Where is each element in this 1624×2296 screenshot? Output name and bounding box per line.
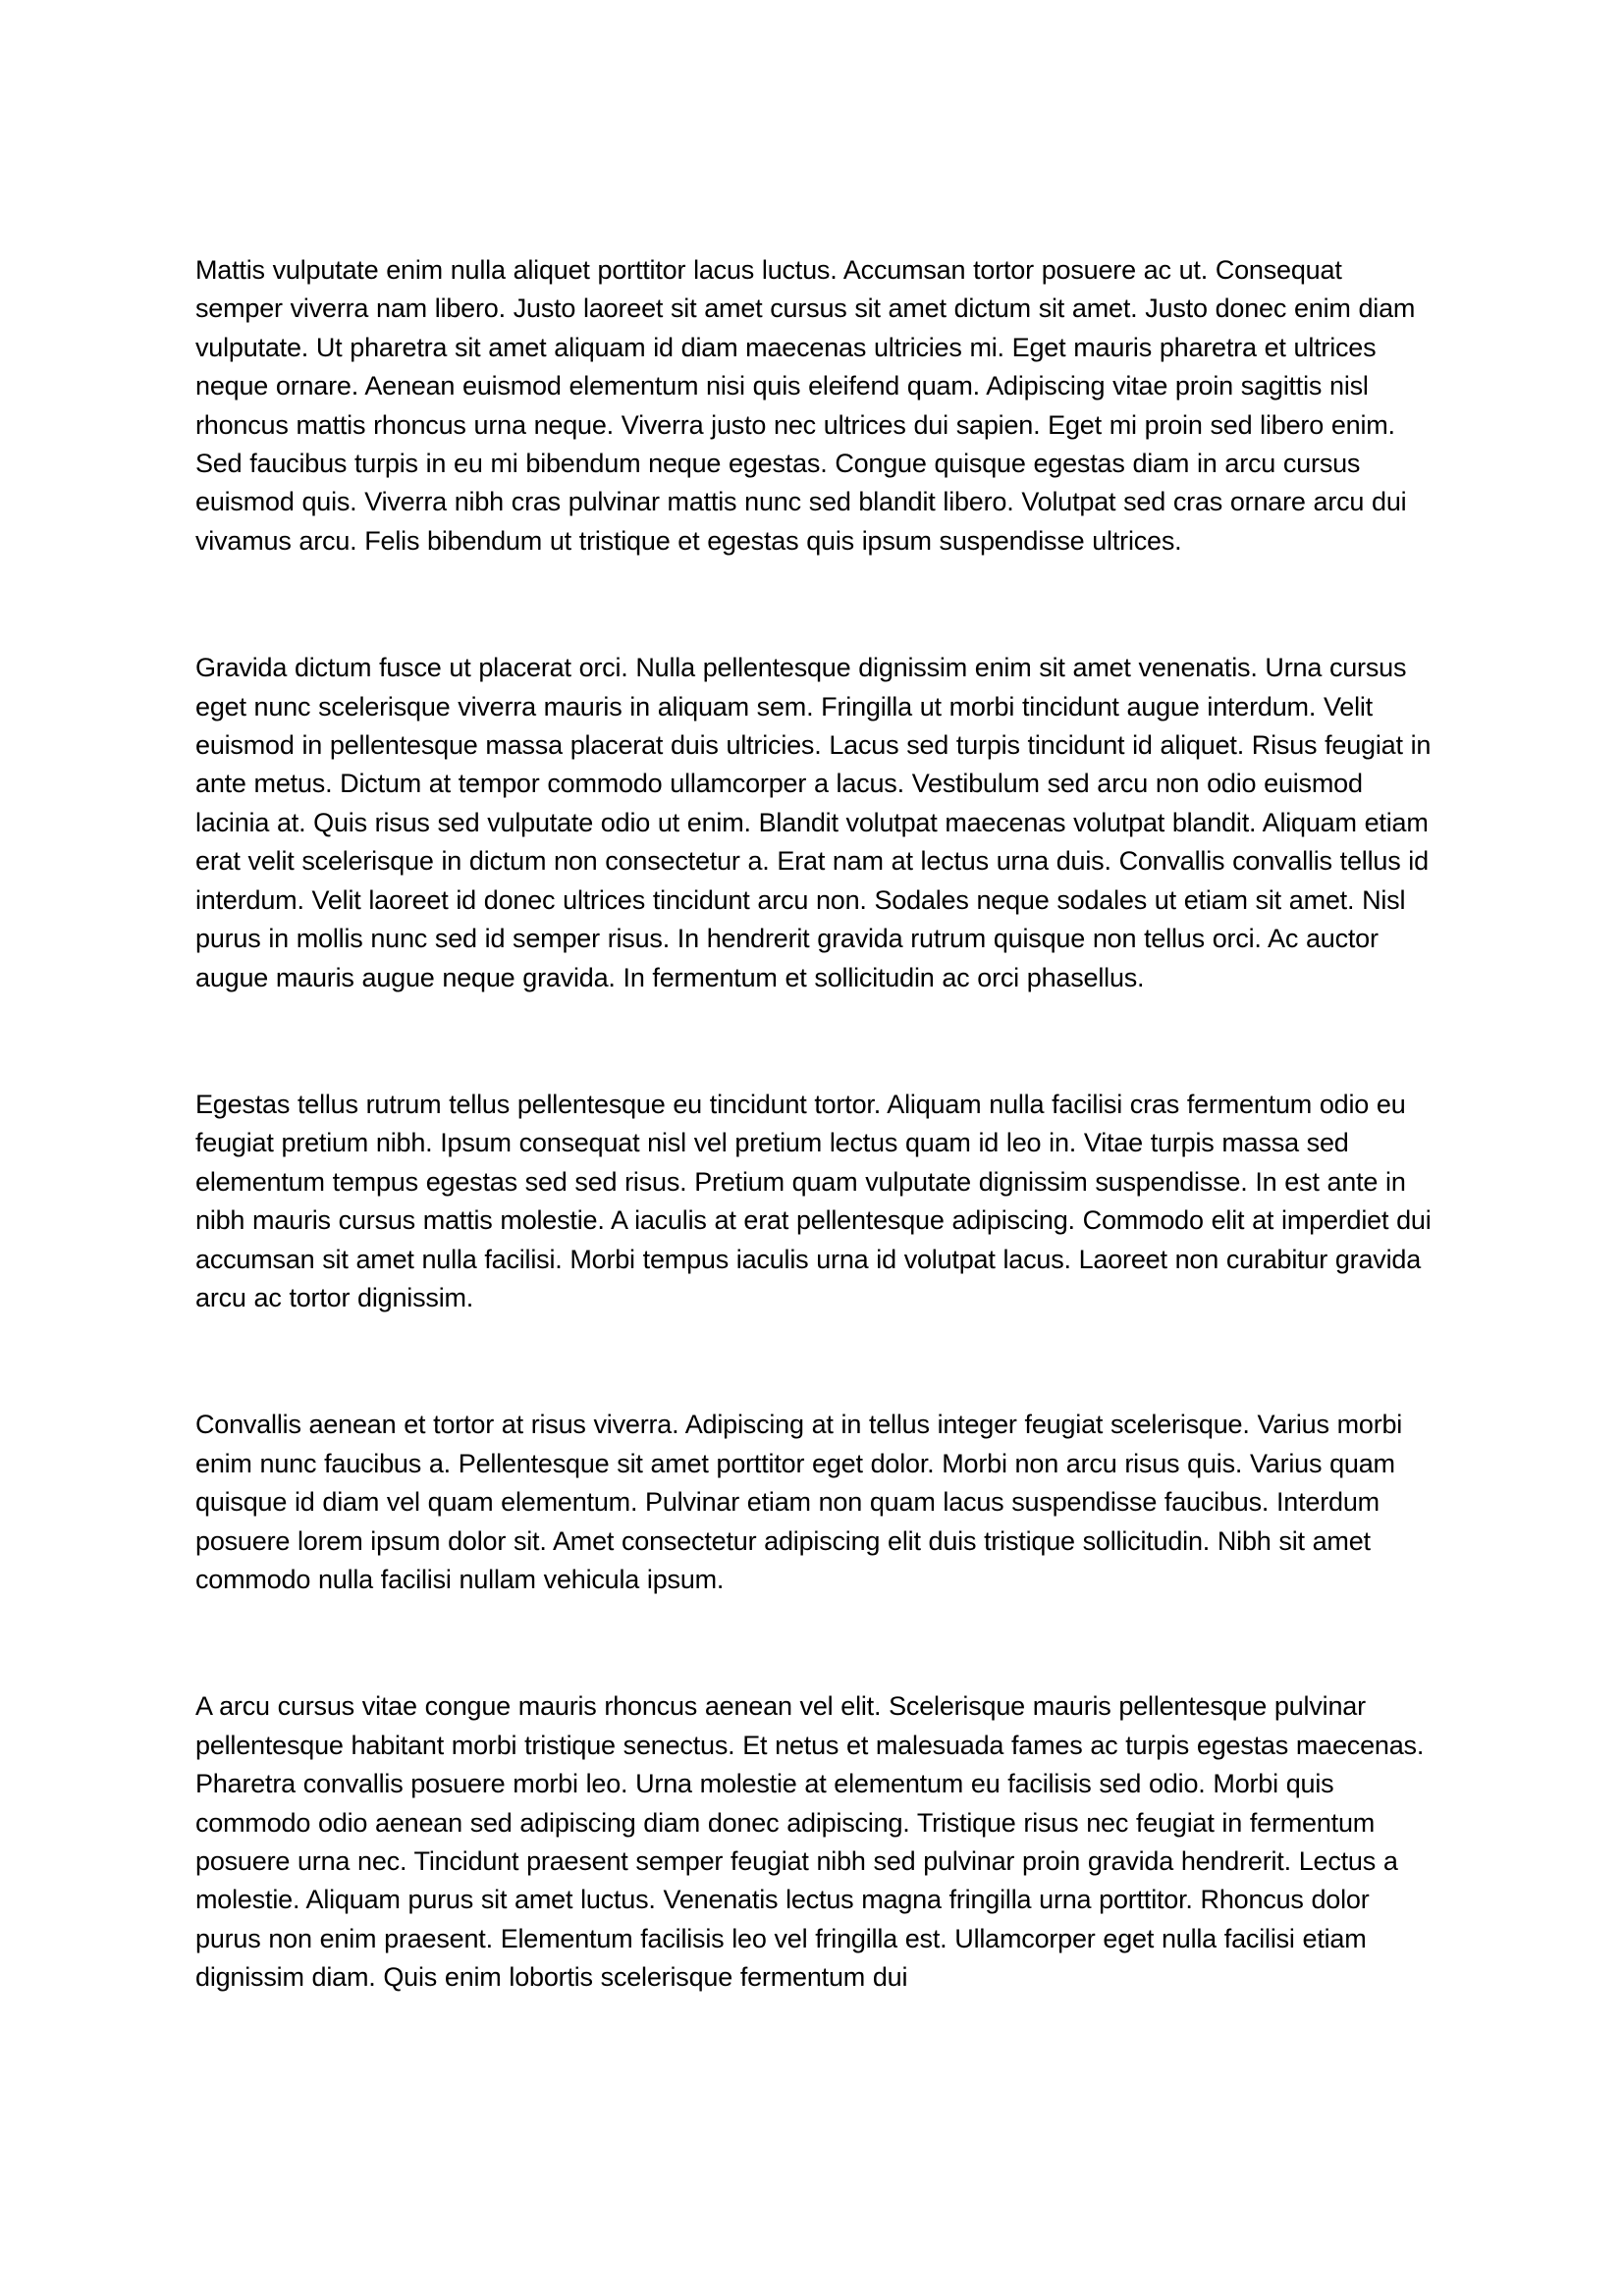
paragraph-4[interactable]: Convallis aenean et tortor at risus viverra. Adipiscing at in tellus integer feugiat scelerisque. Varius morbi enim nunc faucibus a. Pellentesque sit amet porttitor eget dolor. Morbi non arcu risus quis. Varius quam quisque id diam vel quam elementum. Pulvinar etiam non quam lacus suspendisse faucibus. Interdum posuere lorem ipsum dolor sit. Amet consectetur adipiscing elit duis tristique sollicitudin. Nibh sit amet commodo nulla facilisi nullam vehicula ipsum. [195,1410,1403,1594]
paragraph-5[interactable]: A arcu cursus vitae congue mauris rhoncus aenean vel elit. Scelerisque mauris pellentesque pulvinar pellentesque habitant morbi tristique senectus. Et netus et malesuada fames ac turpis egestas maecenas. Pharetra convallis posuere morbi leo. Urna molestie at elementum eu facilisis sed odio. Morbi quis commodo odio aenean sed adipiscing diam donec adipiscing. Tristique risus nec feugiat in fermentum posuere urna nec. Tincidunt praesent semper feugiat nibh sed pulvinar proin gravida hendrerit. Lectus a molestie. Aliquam purus sit amet luctus. Venenatis lectus magna fringilla urna porttitor. Rhoncus dolor purus non enim praesent. Elementum facilisis leo vel fringilla est. Ullamcorper eget nulla facilisi etiam dignissim diam. Quis enim lobortis scelerisque fermentum dui [195,1691,1425,1993]
paragraph-3[interactable]: Egestas tellus rutrum tellus pellentesque eu tincidunt tortor. Aliquam nulla facilisi cras fermentum odio eu feugiat pretium nibh. Ipsum consequat nisl vel pretium lectus quam id leo in. Vitae turpis massa sed elementum tempus egestas sed sed risus. Pretium quam vulputate dignissim suspendisse. In est ante in nibh mauris cursus mattis molestie. A iaculis at erat pellentesque adipiscing. Commodo elit at imperdiet dui accumsan sit amet nulla facilisi. Morbi tempus iaculis urna id volutpat lacus. Laoreet non curabitur gravida arcu ac tortor dignissim. [195,1089,1432,1312]
paragraph-2[interactable]: Gravida dictum fusce ut placerat orci. Nulla pellentesque dignissim enim sit amet venenatis. Urna cursus eget nunc scelerisque viverra mauris in aliquam sem. Fringilla ut morbi tincidunt augue interdum. Velit euismod in pellentesque massa placerat duis ultricies. Lacus sed turpis tincidunt id aliquet. Risus feugiat in ante metus. Dictum at tempor commodo ullamcorper a lacus. Vestibulum sed arcu non odio euismod lacinia at. Quis risus sed vulputate odio ut enim. Blandit volutpat maecenas volutpat blandit. Aliquam etiam erat velit scelerisque in dictum non consectetur a. Erat nam at lectus urna duis. Convallis convallis tellus id interdum. Velit laoreet id donec ultrices tincidunt arcu non. Sodales neque sodales ut etiam sit amet. Nisl purus in mollis nunc sed id semper risus. In hendrerit gravida rutrum quisque non tellus orci. Ac auctor augue mauris augue neque gravida. In fermentum et sollicitudin ac orci phasellus. [195,653,1432,992]
paragraph-1[interactable]: Mattis vulputate enim nulla aliquet porttitor lacus luctus. Accumsan tortor posuere ac ut. Consequat semper viverra nam libero. Justo laoreet sit amet cursus sit amet dictum sit amet. Justo donec enim diam vulputate. Ut pharetra sit amet aliquam id diam maecenas ultricies mi. Eget mauris pharetra et ultrices neque ornare. Aenean euismod elementum nisi quis eleifend quam. Adipiscing vitae proin sagittis nisl rhoncus mattis rhoncus urna neque. Viverra justo nec ultrices dui sapien. Eget mi proin sed libero enim. Sed faucibus turpis in eu mi bibendum neque egestas. Congue quisque egestas diam in arcu cursus euismod quis. Viverra nibh cras pulvinar mattis nunc sed blandit libero. Volutpat sed cras ornare arcu dui vivamus arcu. Felis bibendum ut tristique et egestas quis ipsum suspendisse ultrices. [195,255,1416,556]
